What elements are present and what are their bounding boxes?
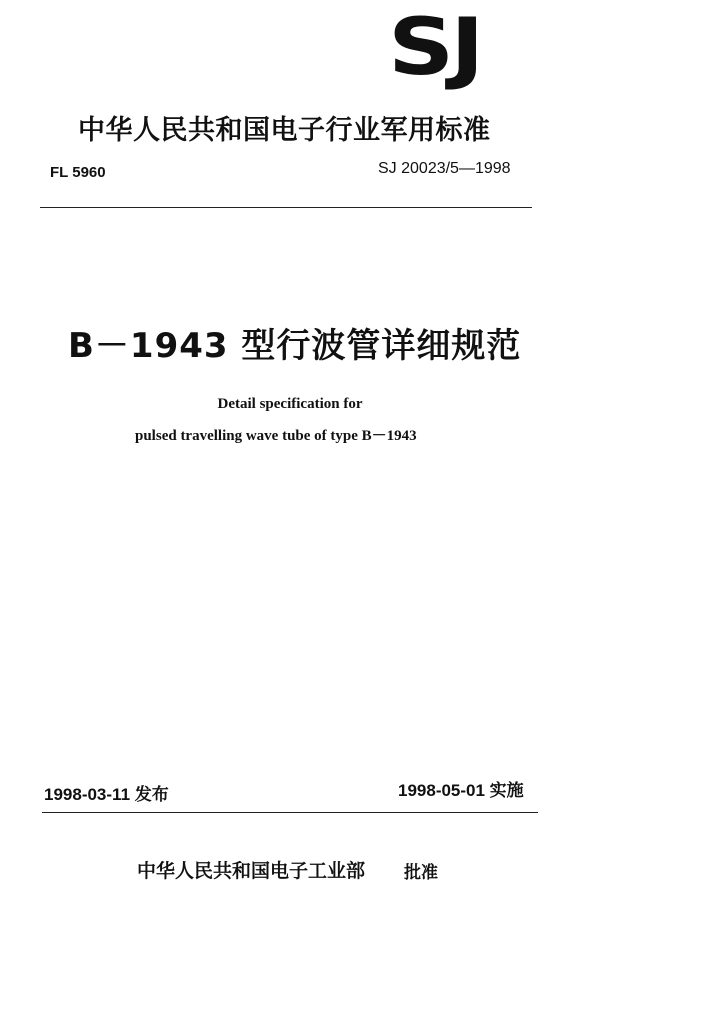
- document-title-en-line1: Detail specification for: [217, 396, 363, 412]
- issue-date: 1998-03-11 发布: [44, 785, 169, 804]
- header-divider: [40, 207, 532, 208]
- standard-number: SJ 20023/5—1998: [378, 160, 511, 177]
- sj-logo: SJ: [388, 1, 481, 93]
- classification-code: FL 5960: [50, 164, 106, 181]
- standard-category-title: 中华人民共和国电子行业军用标准: [78, 115, 491, 146]
- approved-label: 批准: [404, 863, 438, 883]
- document-title-en-line2: pulsed travelling wave tube of type B－1943: [135, 428, 417, 444]
- approving-authority: 中华人民共和国电子工业部: [137, 860, 366, 882]
- footer-divider: [42, 812, 538, 813]
- implementation-date: 1998-05-01 实施: [398, 781, 524, 800]
- document-title-cn: B－1943 型行波管详细规范: [68, 326, 522, 366]
